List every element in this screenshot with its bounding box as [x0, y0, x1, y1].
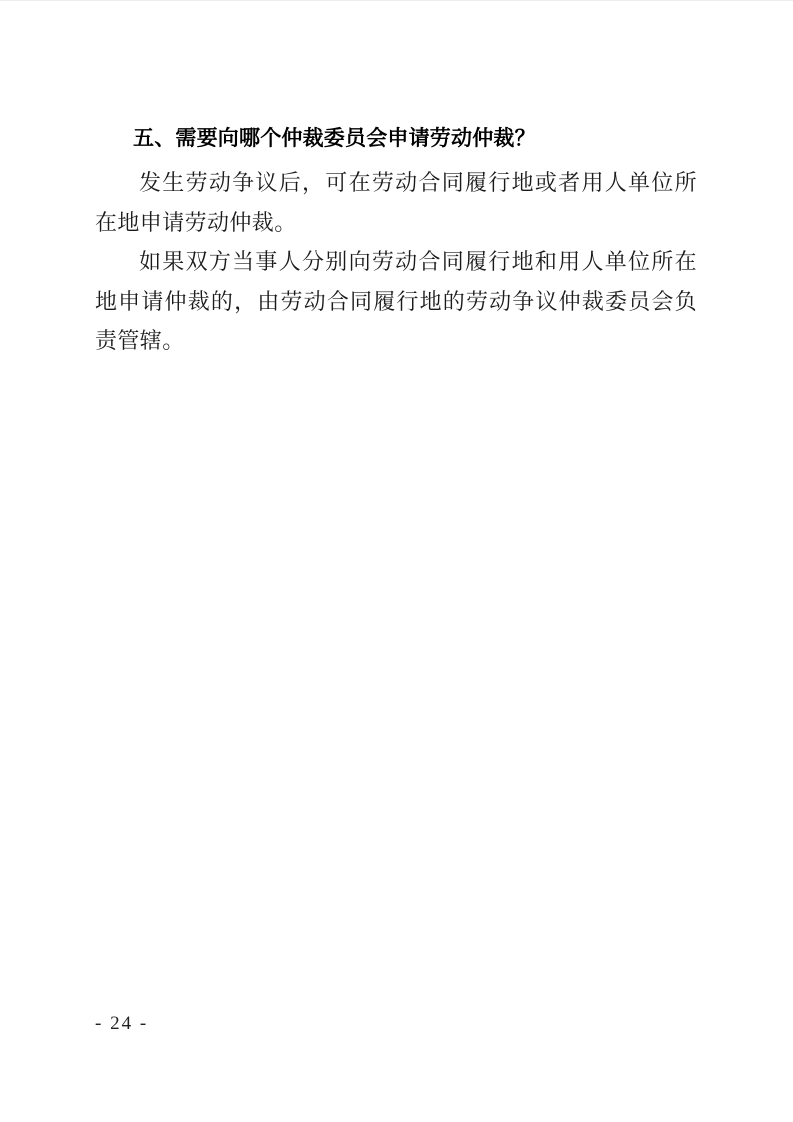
paragraph-2: 如果双方当事人分别向劳动合同履行地和用人单位所在地申请仲裁的，由劳动合同履行地的劳动争议仲裁委员会负责管辖。	[95, 249, 697, 353]
document-body	[95, 124, 697, 361]
page-number: - 24 -	[95, 1013, 149, 1034]
paragraph-1: 发生劳动争议后，可在劳动合同履行地或者用人单位所在地申请劳动仲裁。	[95, 170, 697, 235]
section-heading: 五、需要向哪个仲裁委员会申请劳动仲裁？	[133, 127, 536, 150]
